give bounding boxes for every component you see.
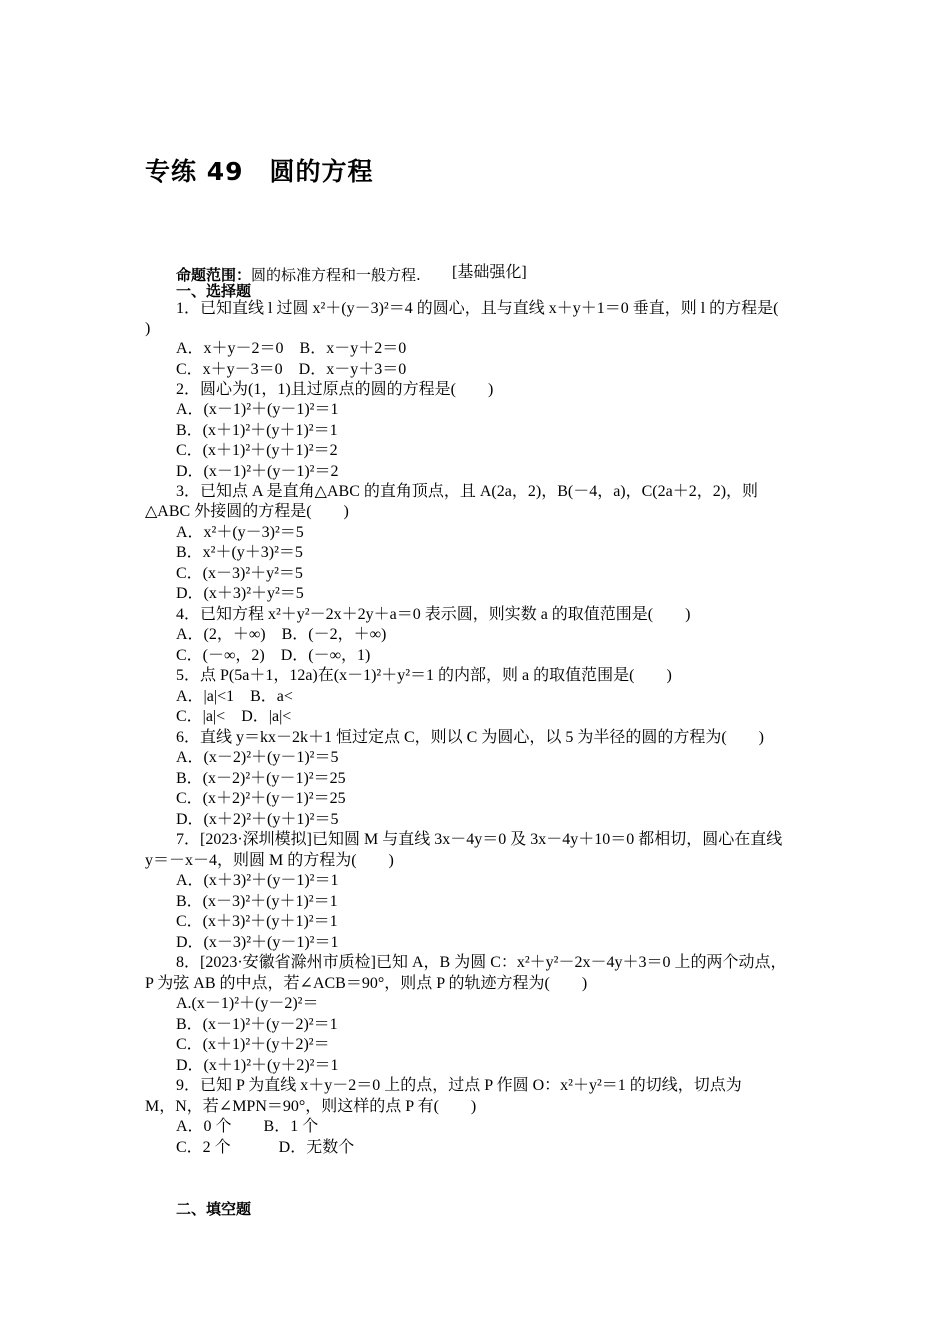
question-9-options-ab: A．0 个 B．1 个	[176, 1118, 319, 1135]
question-9-line-2: M，N，若∠MPN＝90°，则这样的点 P 有( )	[145, 1098, 477, 1115]
question-4-options-ab: A．(2，＋∞) B．(－2，＋∞)	[176, 626, 387, 643]
question-2-option-b: B．(x＋1)²＋(y＋1)²＝1	[176, 422, 338, 439]
section-heading-choice: 一、选择题	[176, 282, 252, 300]
question-2-option-c: C．(x＋1)²＋(y＋1)²＝2	[176, 442, 338, 459]
question-1-line-2: )	[145, 320, 151, 337]
question-3-line-2: △ABC 外接圆的方程是( )	[145, 503, 349, 520]
question-3-line-1: 3．已知点 A 是直角△ABC 的直角顶点，且 A(2a，2)，B(－4，a)，C(2a＋2，2)，则	[176, 483, 759, 500]
question-1-options-ab: A．x＋y－2＝0 B．x－y＋2＝0	[176, 340, 407, 357]
question-8-option-d: D．(x＋1)²＋(y＋2)²＝1	[176, 1057, 339, 1074]
question-2-option-a: A．(x－1)²＋(y－1)²＝1	[176, 401, 339, 418]
question-8-option-b: B．(x－1)²＋(y－2)²＝1	[176, 1016, 338, 1033]
question-8-line-1: 8．[2023·安徽省滁州市质检]已知 A，B 为圆 C：x²＋y²－2x－4y＋3＝0 上的两个动点，	[176, 954, 787, 971]
question-2-stem: 2．圆心为(1，1)且过原点的圆的方程是( )	[176, 381, 494, 398]
level-heading: [基础强化]	[452, 264, 527, 281]
question-8-option-a: A.(x－1)²＋(y－2)²＝	[176, 995, 319, 1012]
question-6-stem: 6．直线 y＝kx－2k＋1 恒过定点 C，则以 C 为圆心，以 5 为半径的圆的方程为( )	[176, 729, 765, 746]
question-3-option-c: C．(x－3)²＋y²＝5	[176, 565, 303, 582]
question-8-option-c: C．(x＋1)²＋(y＋2)²＝	[176, 1036, 330, 1053]
scope-label: 命题范围：	[176, 266, 252, 284]
question-1-line-1: 1．已知直线 l 过圆 x²＋(y－3)²＝4 的圆心，且与直线 x＋y＋1＝0 垂直，则 l 的方程是(	[176, 300, 779, 317]
question-4-options-cd: C．(－∞，2) D．(－∞，1)	[176, 647, 371, 664]
question-4-stem: 4．已知方程 x²＋y²－2x＋2y＋a＝0 表示圆，则实数 a 的取值范围是( )	[176, 606, 691, 623]
question-7-option-b: B．(x－3)²＋(y＋1)²＝1	[176, 893, 338, 910]
question-3-option-b: B．x²＋(y＋3)²＝5	[176, 544, 303, 561]
question-6-option-d: D．(x＋2)²＋(y＋1)²＝5	[176, 811, 339, 828]
scope-text: 圆的标准方程和一般方程.	[251, 266, 421, 284]
page-title: 专练 49 圆的方程	[145, 157, 374, 186]
question-6-option-b: B．(x－2)²＋(y－1)²＝25	[176, 770, 346, 787]
question-5-stem: 5．点 P(5a＋1，12a)在(x－1)²＋y²＝1 的内部，则 a 的取值范围是( )	[176, 667, 672, 684]
question-9-options-cd: C．2 个 D．无数个	[176, 1139, 355, 1156]
question-8-line-2: P 为弦 AB 的中点，若∠ACB＝90°，则点 P 的轨迹方程为( )	[145, 975, 588, 992]
question-7-option-a: A．(x＋3)²＋(y－1)²＝1	[176, 872, 339, 889]
question-6-option-c: C．(x＋2)²＋(y－1)²＝25	[176, 790, 346, 807]
question-2-option-d: D．(x－1)²＋(y－1)²＝2	[176, 463, 339, 480]
question-6-option-a: A．(x－2)²＋(y－1)²＝5	[176, 749, 339, 766]
question-7-line-2: y＝－x－4，则圆 M 的方程为( )	[145, 852, 394, 869]
question-5-options-cd: C．|a|< D．|a|<	[176, 708, 292, 725]
question-3-option-a: A．x²＋(y－3)²＝5	[176, 524, 304, 541]
question-7-line-1: 7．[2023·深圳模拟]已知圆 M 与直线 3x－4y＝0 及 3x－4y＋10＝0 都相切，圆心在直线	[176, 831, 783, 848]
section-heading-fill: 二、填空题	[176, 1200, 252, 1218]
question-3-option-d: D．(x＋3)²＋y²＝5	[176, 585, 304, 602]
question-7-option-d: D．(x－3)²＋(y－1)²＝1	[176, 934, 339, 951]
question-9-line-1: 9．已知 P 为直线 x＋y－2＝0 上的点，过点 P 作圆 O：x²＋y²＝1 的切线，切点为	[176, 1077, 742, 1094]
question-7-option-c: C．(x＋3)²＋(y＋1)²＝1	[176, 913, 338, 930]
question-1-options-cd: C．x＋y－3＝0 D．x－y＋3＝0	[176, 361, 407, 378]
question-5-options-ab: A．|a|<1 B．a<	[176, 688, 293, 705]
